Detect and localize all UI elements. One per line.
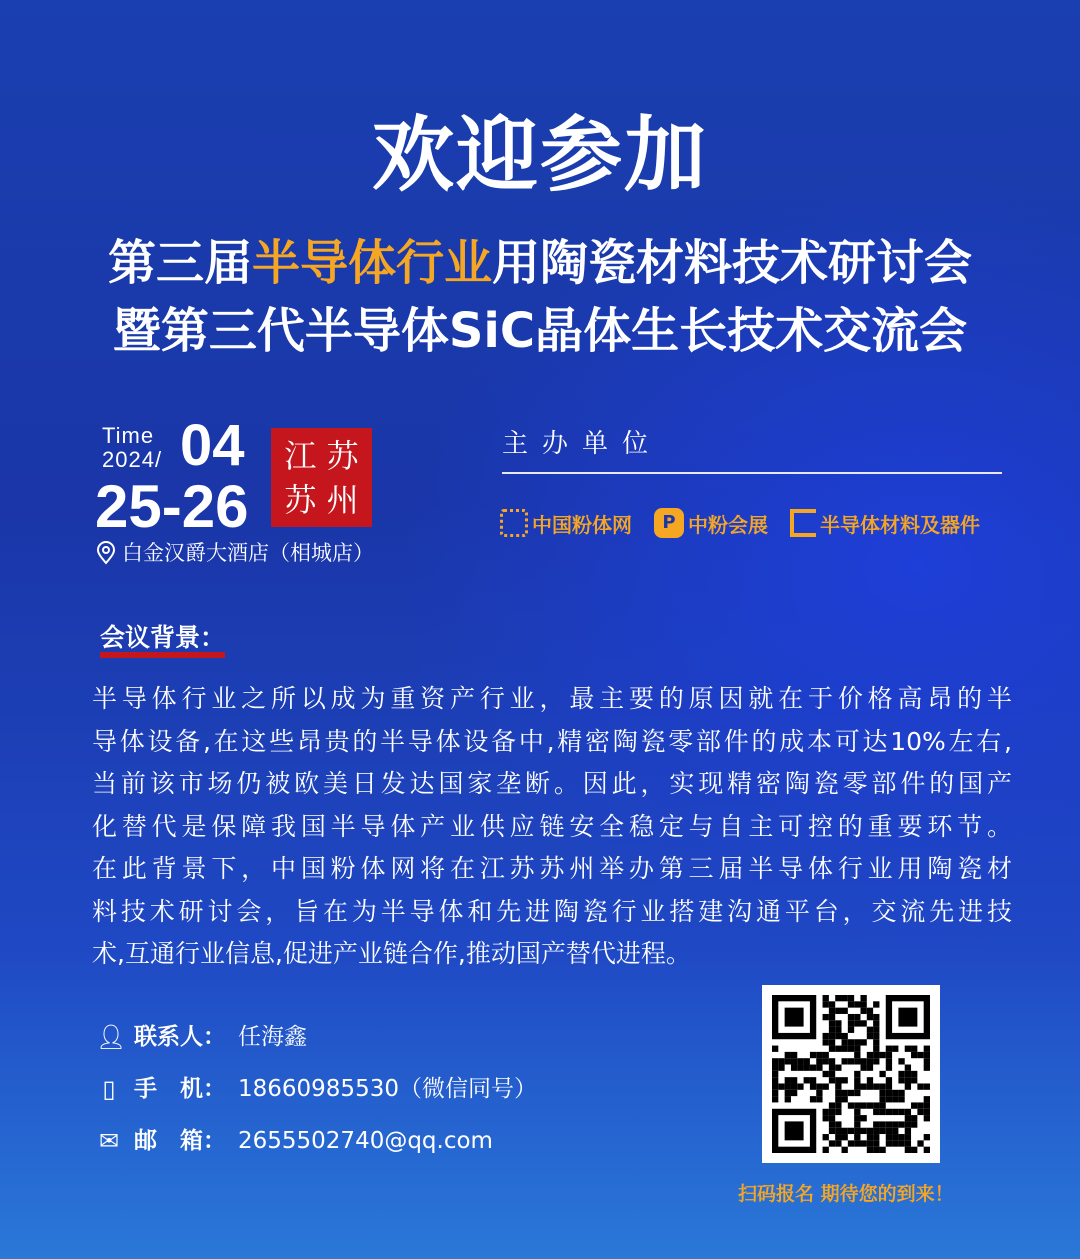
location-pin-icon [96,541,116,565]
background-heading [100,622,225,654]
heading-colon: ： [200,623,225,658]
city-badge [271,428,372,527]
logo-text: 中粉会展 [688,512,768,537]
phone-icon: ▯ [102,1075,116,1103]
label: 手 机： [134,1076,226,1102]
organizer-logos [500,508,980,538]
contact-phone [96,1074,537,1104]
title-suffix: 用陶瓷材料技术研讨会 [492,235,973,291]
body-line: 当前该市场仍被欧美日发达国家垄断。因此，实现精密陶瓷零部件的国产 [92,769,1012,798]
month: 04 [180,413,245,478]
heading-text: 会议背景 [100,623,200,658]
qr-call-to-action: 扫码报名 期待您的到来！ [738,1183,954,1205]
semi-logo-icon [790,509,816,537]
welcome-title: 欢迎参加 [371,108,708,203]
event-title-line1 [0,234,1080,292]
body-line: 半导体行业之所以成为重资产行业，最主要的原因就在于价格高昂的半 [92,684,1012,713]
venue-text: 白金汉爵大酒店（相城店） [122,541,374,565]
event-title-line2: 暨第三代半导体SiC晶体生长技术交流会 [112,303,968,359]
label: 邮 箱： [134,1128,226,1154]
time-label: Time [102,423,155,448]
province: 江 苏 [284,437,359,475]
title-highlight: 半导体行业 [251,235,492,291]
value: 18660985530（微信同号） [238,1076,537,1102]
body-line: 料技术研讨会，旨在为半导体和先进陶瓷行业搭建沟通平台，交流先进技 [92,896,1012,926]
logo-text: 中国粉体网 [532,512,632,537]
expo-logo-icon: P [654,508,684,538]
body-line: 化替代是保障我国半导体产业供应链安全稳定与自主可控的重要环节。 [92,811,1012,841]
person-icon: 👤︎ [96,1023,127,1051]
city: 苏 州 [284,481,359,519]
year: 2024/ [102,447,163,472]
value: 任海鑫 [238,1024,307,1050]
days: 25-26 [95,473,249,540]
title-prefix: 第三届 [107,235,252,291]
venue [96,540,374,566]
contact-email [96,1126,493,1156]
organizer-title: 主办单位 [502,429,663,459]
qr-code-icon [772,995,930,1153]
logo-semi [790,509,980,538]
body-line: 在此背景下，中国粉体网将在江苏苏州举办第三届半导体行业用陶瓷材 [92,854,1012,883]
contact-person [96,1022,307,1052]
background-text [92,678,1012,976]
logo-cnpowder [500,509,632,538]
logo-expo [654,508,768,538]
divider [502,472,1002,474]
label: 联系人： [134,1024,226,1050]
body-line: 导体设备,在这些昂贵的半导体设备中,精密陶瓷零部件的成本可达10%左右, [92,726,1012,756]
cnpowder-logo-icon [500,509,528,537]
body-line: 术,互通行业信息,促进产业链合作,推动国产替代进程。 [92,939,691,968]
date-label [102,424,162,472]
mail-icon: ✉ [98,1127,120,1155]
registration-qr-code[interactable] [762,985,940,1163]
logo-text: 半导体材料及器件 [820,512,980,537]
value: 2655502740@qq.com [238,1128,493,1154]
